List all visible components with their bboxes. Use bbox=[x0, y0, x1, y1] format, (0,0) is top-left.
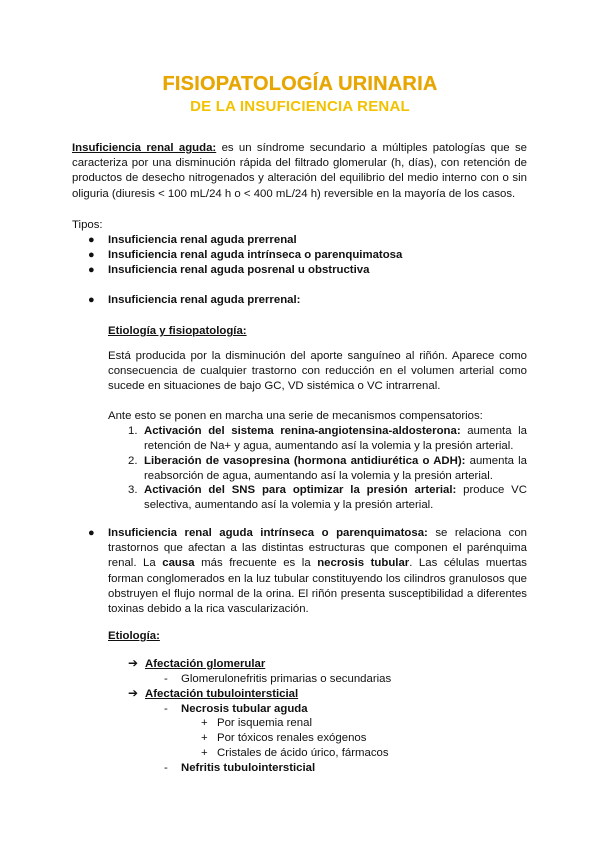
intro-paragraph bbox=[72, 141, 527, 202]
mechanism-text: produce VC selectiva, aumentando así la volemia y la presión arterial. bbox=[144, 484, 527, 512]
type-item: Insuficiencia renal aguda posrenal u obstructiva bbox=[108, 264, 370, 276]
plus-icon: + bbox=[201, 732, 208, 744]
necrosis-item: Por isquemia renal bbox=[217, 717, 312, 729]
etiologia-heading: Etiología: bbox=[108, 630, 160, 642]
necrosis-item: Cristales de ácido úrico, fármacos bbox=[217, 747, 389, 759]
necrosis-heading: Necrosis tubular aguda bbox=[181, 703, 308, 715]
glomerular-heading: Afectación glomerular bbox=[145, 658, 266, 670]
bullet-icon: ● bbox=[88, 249, 95, 261]
tubulo-heading: Afectación tubulointersticial bbox=[145, 688, 299, 700]
bullet-icon: ● bbox=[88, 264, 95, 276]
bullet-icon: ● bbox=[88, 234, 95, 246]
list-number: 3. bbox=[128, 484, 138, 496]
mechanism-title: Activación del SNS para optimizar la presión arterial: bbox=[144, 484, 457, 496]
list-number: 1. bbox=[128, 425, 138, 437]
intrinseca-text: . Las células muertas forman conglomerados en la luz tubular constituyendo los cilindros granulosos que obstruyen el flujo normal de la orina. El riñón presenta susceptibilidad a diferentes toxinas debido a la rica vascularización. bbox=[108, 557, 527, 616]
prerrenal-subheading: Etiología y fisiopatología: bbox=[108, 325, 247, 337]
causa-term: causa bbox=[162, 557, 195, 570]
mechanism-text: aumenta la reabsorción de agua, aumentando así la volemia y la presión arterial. bbox=[144, 455, 527, 483]
nefritis-heading: Nefritis tubulointersticial bbox=[181, 762, 316, 774]
arrow-icon: ➔ bbox=[128, 686, 139, 700]
dash-icon: - bbox=[164, 762, 168, 774]
plus-icon: + bbox=[201, 747, 208, 759]
intrinseca-title: Insuficiencia renal aguda intrínseca o parenquimatosa: bbox=[108, 527, 428, 539]
mechanism-item bbox=[144, 483, 527, 513]
mechanism-title: Activación del sistema renina-angiotensina-aldosterona: bbox=[144, 425, 461, 437]
mechanism-text: aumenta la retención de Na+ y agua, aumentando así la volemia y la presión arterial. bbox=[144, 425, 527, 453]
glomerular-item: Glomerulonefritis primarias o secundarias bbox=[181, 673, 392, 685]
page-title: FISIOPATOLOGÍA URINARIA bbox=[162, 73, 438, 95]
mechanism-item bbox=[144, 424, 527, 454]
dash-icon: - bbox=[164, 703, 168, 715]
plus-icon: + bbox=[201, 717, 208, 729]
intrinseca-paragraph bbox=[108, 526, 527, 617]
bullet-icon: ● bbox=[88, 294, 95, 306]
type-item: Insuficiencia renal aguda prerrenal bbox=[108, 234, 297, 246]
page-subtitle: DE LA INSUFICIENCIA RENAL bbox=[190, 98, 410, 115]
intrinseca-text: más frecuente es la bbox=[194, 557, 318, 570]
arrow-icon: ➔ bbox=[128, 656, 139, 670]
mechanism-title: Liberación de vasopresina (hormona antidiurética o ADH): bbox=[144, 455, 466, 467]
intrinseca-text: se relaciona con trastornos que afectan a las distintas estructuras que componen el parénquima renal. La bbox=[108, 527, 527, 570]
prerrenal-heading: Insuficiencia renal aguda prerrenal: bbox=[108, 294, 301, 306]
necrosis-term: necrosis tubular bbox=[317, 557, 410, 570]
intro-term: Insuficiencia renal aguda: bbox=[72, 142, 217, 154]
dash-icon: - bbox=[164, 673, 168, 685]
necrosis-item: Por tóxicos renales exógenos bbox=[217, 732, 367, 744]
mechanism-item bbox=[144, 454, 527, 484]
type-item: Insuficiencia renal aguda intrínseca o parenquimatosa bbox=[108, 249, 403, 261]
intro-text: es un síndrome secundario a múltiples patologías que se caracteriza por una disminución rápida del filtrado glomerular (h, días), con retención de productos de desecho nitrogenados y alteración del equilibrio del medio interno con o sin oliguria (diuresis < 100 mL/24 h o < 400 mL/24 h) reversible en la mayoría de los casos. bbox=[72, 142, 527, 200]
prerrenal-paragraph: Está producida por la disminución del aporte sanguíneo al riñón. Aparece como consecuencia de cualquier trastorno con reducción en el volumen arterial como sucede en situaciones de bajo GC, VD sistémica o VC intrarrenal. bbox=[108, 350, 527, 393]
list-number: 2. bbox=[128, 455, 138, 467]
types-heading: Tipos: bbox=[72, 219, 103, 231]
bullet-icon: ● bbox=[88, 527, 95, 539]
prerrenal-paragraph-2: Ante esto se ponen en marcha una serie de mecanismos compensatorios: bbox=[108, 410, 483, 422]
